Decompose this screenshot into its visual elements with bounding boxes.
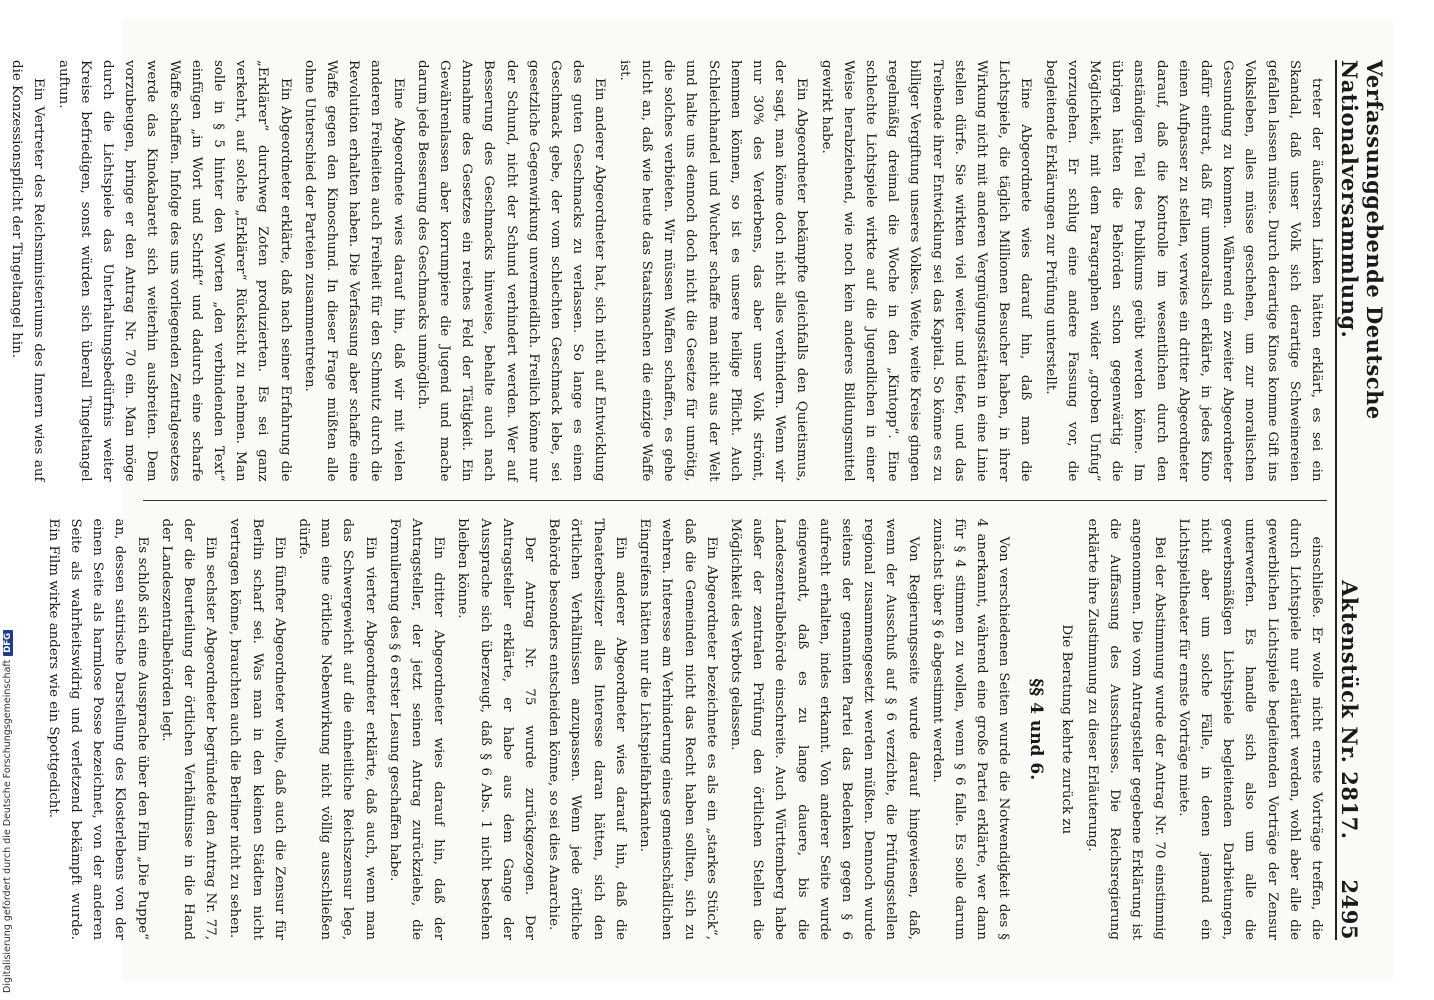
paragraph: Ein sechster Abgeordneter begründete den Antrag Nr. 77, der die Beurteilung der örtlichen Verhältnisse in die Hand der Landeszentralbehörden legt. <box>158 518 219 940</box>
paragraph: Bei der Abstimmung wurde der Antrag Nr. 70 einstimmig angenommen. Die vom Antragsteller gegebene Erklärung ist die Auffassung des Ausschusses. Die Reichsregierung erklärte ihre Zustimmung zu dieser Erläuterung. <box>1084 518 1167 940</box>
paragraph: Der Antrag Nr. 75 wurde zurückgezogen. Der Antragsteller erklärte, er habe aus dem Gange der Aussprache sich überzeugt, daß § 6 Abs. 1 nicht bestehen bleiben könne. <box>455 518 538 940</box>
paragraph: Ein Abgeordneter erklärte, daß nach seiner Erfahrung die „Erklärer“ durchweg Zoten produzierten. Es sei ganz verkehrt, auf solche „Erklärer“ Rücksicht zu nehmen. Man solle in § 5 hinter den Worten „den verbindenden Text“ einfügen „in Wort und Schrift“ und dadurch eine scharfe Waffe schaffen. Infolge des uns vorliegenden Zentralgesetzes werde das Kinokabarett sich weiterhin ausbreiten. Dem vorzubeugen, bringe er den Antrag Nr. 70 ein. Man möge durch die Lichtspiele das Unterhaltungsbedürfnis weiter Kreise befriedigen, sonst würden sich überall Tingeltangel auftun. <box>55 60 293 482</box>
rotated-page <box>9 20 1393 980</box>
right-column <box>45 518 1327 941</box>
credit-text: Digitalisierung gefördert durch die Deutsche Forschungsgemeinschaft <box>2 659 13 993</box>
paragraph <box>0 60 3 482</box>
paragraph: Eine Abgeordnete wies darauf hin, daß wir mit vielen anderen Freiheiten auch Freiheit für den Schmutz durch die Revolution erhalten haben. Die Verfassung aber schaffe eine Waffe gegen den Kinoschund. In dieser Frage müßten alle ohne Unterschied der Parteien zusammentreten. <box>301 60 406 482</box>
paragraph: Ein Abgeordneter bekämpfte gleichfalls den Quietismus, der sagt, man könne doch nicht alles verhindern. Wenn wir nur 30% des Verderbens, das aber unser Volk strömt, hemmen können, so ist es unsere heilige Pflicht. Auch Schleichhandel und Wucher schaffe man nicht aus der Welt und halte uns dennoch doch nicht die Gesetze für unnötig, die solches verbieten. Wir müssen Waffen schaffen, es gehe nicht an, daß wie heute das Staatsmachen die einzige Waffe ist. <box>616 60 810 482</box>
page-header <box>1335 60 1387 940</box>
paragraph: Eine Abgeordnete wies darauf hin, daß man die Lichtspiele, die täglich Millionen Besucher haben, in ihrer Wirkung nicht mit anderen Vergnügungsstätten in eine Linie stellen dürfe. Sie wirkten viel weiter und tiefer, und das Treibende ihrer Entwicklung sei das Kapital. So könne es zu billiger Vergiftung unseres Volkes. Weite, weite Kreise gingen regelmäßig dreimal die Woche in den „Kintopp“. Eine schlechte Lichtspiele wirkte auf die Jugendlichen in einer Weise herabziehend, wie noch kein anderes Bildungsmittel gewirkt habe. <box>818 60 1034 482</box>
paragraph: einschließe. Er wolle nicht ernste Vorträge treffen, die durch Lichtspiele nur erläutert werden, wohl aber alle die gewerblichen Lichtspiele begleitenden Vorträge der Zensur unterwerfen. Es handle sich also um alle die gewerbsmäßigen Lichtspiele begleitenden Darbietungen, nicht aber um solche Fälle, in denen jemand ein Lichtspieltheater für ernste Vorträge miete. <box>1175 518 1324 940</box>
paragraph: Von verschiedenen Seiten wurde die Notwendigkeit des § 4 anerkannt, während eine große Partei erklärte, wer dann für § 4 stimmen zu wollen, wenn § 6 falle. Es solle darum zunächst über § 6 abgestimmt werden. <box>929 518 1012 940</box>
paragraph: Ein Abgeordneter bezeichnete es als ein „starkes Stück“, daß die Gemeinden nicht das Recht haben sollten, sich zu wehren. Interesse am Verhinderung eines gemeinschädlichen Eingreifens hätten nur die Lichtspielfabrikanten. <box>637 518 719 940</box>
header-title: Verfassunggebende Deutsche Nationalversammlung. <box>1337 60 1387 420</box>
left-column <box>9 60 1327 482</box>
paragraph: Ein dritter Abgeordneter wies darauf hin, daß der Antragsteller, der jetzt seinen Antrag zurückziehe, die Formulierung des § 6 erster Lesung geschaffen habe. <box>386 518 447 940</box>
header-document-number: Aktenstück Nr. 2817. <box>1337 580 1362 840</box>
paragraph: Ein anderer Abgeordneter wies darauf hin, daß die Theaterbesitzer alles Interesse daran hätten, sich den örtlichen Verhältnissen anzupassen. Wenn jede örtliche Behörde besonders entscheiden könne, so sei dies Anarchie. <box>546 518 628 940</box>
paragraph: Ein Vertreter des Reichsministeriums des Innern wies auf die Konzessionspflicht der Tingeltangel hin. <box>9 60 47 482</box>
section-intro: Die Beratung kehrte zurück zu <box>1058 624 1074 835</box>
paragraph: Ein vierter Abgeordneter erklärte, daß auch, wenn man das Schwergewicht auf die einheitliche Reichszensur lege, man eine örtliche Nebenwirkung nicht völlig ausschließen dürfe. <box>296 518 378 940</box>
text-columns <box>9 60 1327 940</box>
paragraph: Es schloß sich eine Aussprache über den Film „Die Puppe“ an, dessen satirische Darstellung des Klosterlebens von der einen Seite als harmlose Posse bezeichnet, von der anderen Seite als wahrheitswidrig und verletzend bekämpft wurde. Ein Film wirke anders wie ein Spottgedicht. <box>45 518 150 940</box>
digitization-credit <box>2 630 13 993</box>
paragraph: Ein fünfter Abgeordneter wollte, daß auch die Zensur für Berlin scharf sei. Was man in den kleinen Städten nicht vertragen könne, brauchten auch die Berliner nicht zu sehen. <box>227 518 287 940</box>
page-number: 2495 <box>1337 879 1362 940</box>
paragraph: Von Regierungsseite wurde darauf hingewiesen, daß, wenn der Ausschuß auf § 6 verzichte, die Prüfungsstellen regional zusammengesetzt werden müßten. Dennoch wurde seitens der genannten Partei das Bedenken gegen § 6 aufrecht erhalten, indes erkannt. Von anderer Seite wurde eingewandt, daß es zu lange dauere, bis die Landeszentralbehörde einschreite. Auch Württemberg habe außer der zentralen Prüfung den örtlichen Stellen die Möglichkeit des Verbots gelassen. <box>727 518 921 940</box>
paragraph: treter der äußersten Linken hätten erklärt, es sei ein Skandal, daß unser Volk sich derartige Schweinereien gefallen lassen müsse. Durch derartige Kinos komme Gift ins Volksleben, alles müsse geschehen, um zur moralischen Gesundung zu kommen. Während ein zweiter Abgeordneter dafür eintrat, daß für unmoralisch erklärte, in jedes Kino einen Aufpasser zu stellen, verwies ein dritter Abgeordneter darauf, daß die Kontrolle im wesentlichen durch den anständigen Teil des Publikums geübt werden könne. Im übrigen hätten die Behörden schon gegenwärtig die Möglichkeit, mit dem Paragraphen wider „groben Unfug“ vorzugehen. Er schlug eine andere Fassung vor, die begleitende Erklärungen zur Prüfung unterstellt. <box>1042 60 1324 482</box>
paragraph: Ein anderer Abgeordneter hat, sich nicht auf Entwicklung des guten Geschmacks zu verlassen. So lange es einen Geschmack gebe, der vom schlechten Geschmack lebe, sei gesetzliche Gegenwirkung unvermeidlich. Freilich könne nur der Schund, nicht der Schund verhindert werden. Wer auf Besserung des Geschmacks hinweise, behalte auch nach Annahme des Gesetzes ein reiches Feld der Tätigkeit. Ein Gewährenlassen aber korrumpiere die Jugend und mache darum jede Besserung des Geschmacks unmöglich. <box>414 60 608 482</box>
dfg-logo: DFG <box>3 630 13 656</box>
section-heading: §§ 4 und 6. <box>1025 678 1046 781</box>
column-divider <box>143 500 1327 501</box>
